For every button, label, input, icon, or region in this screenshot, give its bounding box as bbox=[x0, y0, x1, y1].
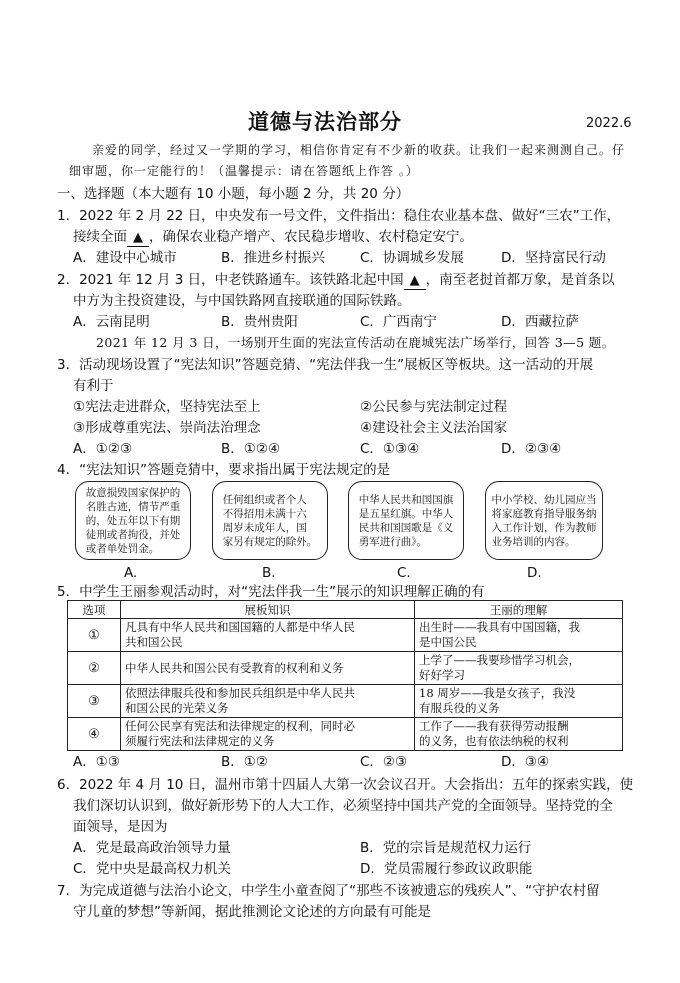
table-row bbox=[68, 718, 623, 751]
q2-stem-line-2: 中方为主投资建设，与中国铁路网直接联通的国际铁路。 bbox=[73, 293, 411, 309]
row-understanding-line-1: 工作了——我有获得劳动报酬 bbox=[419, 719, 569, 733]
q4-card-b bbox=[212, 481, 328, 560]
table-header-row bbox=[68, 601, 623, 619]
row-knowledge-line-2: 须履行宪法和法律规定的义务 bbox=[125, 734, 275, 748]
row-number: ① bbox=[68, 619, 121, 652]
row-understanding-line-2: 有服兵役的义务 bbox=[419, 701, 500, 715]
q3-option-d: D．②③④ bbox=[501, 441, 562, 457]
page-title: 道德与法治部分 bbox=[248, 110, 402, 134]
row-understanding bbox=[415, 685, 623, 718]
q1-stem-line-1: 1．2022 年 2 月 22 日，中央发布一号文件，文件指出：稳住农业基本盘、做好“三农”工作， bbox=[57, 208, 621, 224]
q4-stem: 4．“宪法知识”答题竞猜中，要求指出属于宪法规定的是 bbox=[57, 462, 391, 478]
q4-letter-c: C. bbox=[397, 565, 411, 581]
row-understanding-line-1: 18 周岁——我是女孩子，我没 bbox=[419, 686, 576, 700]
q2-option-b: B．贵州贵阳 bbox=[221, 314, 298, 330]
row-understanding bbox=[415, 652, 623, 685]
q6-stem-line-3: 面领导，是因为 bbox=[73, 819, 168, 835]
q3-option-c: C．①③④ bbox=[360, 441, 420, 457]
context-text: 2021 年 12 月 3 日，一场别开生面的宪法宣传活动在鹿城宪法广场举行，回答 3—5 题。 bbox=[96, 335, 615, 350]
q3-item-1: ①宪法走进群众，坚持宪法至上 bbox=[73, 399, 261, 415]
row-knowledge bbox=[121, 619, 415, 652]
row-knowledge bbox=[121, 652, 415, 685]
q4-card-a-text: 故意损毁国家保护的 名胜古迹，情节严重 的，处五年以下有期 徒刑或者拘役，并处 或者单处罚金。 bbox=[85, 486, 181, 555]
row-knowledge-line-2: 共和国公民 bbox=[125, 635, 183, 649]
q6-option-c: C．党中央是最高权力机关 bbox=[73, 861, 231, 877]
q5-option-c: C．②③ bbox=[360, 754, 408, 770]
q5-table bbox=[67, 600, 623, 751]
table-row bbox=[68, 619, 623, 652]
q2-option-d: D．西藏拉萨 bbox=[501, 314, 579, 330]
q6-stem-line-1: 6．2022 年 4 月 10 日，温州市第十四届人大第一次会议召开。大会指出：五年的探索实践，使 bbox=[57, 777, 634, 793]
row-knowledge bbox=[121, 718, 415, 751]
q4-card-b-text: 任何组织或者个人 不得招用未满十六 周岁未成年人，国 家另有规定的除外。 bbox=[222, 493, 318, 548]
table-header-understanding: 王丽的理解 bbox=[415, 601, 623, 619]
q2-option-c: C．广西南宁 bbox=[360, 314, 437, 330]
q6-option-a: A．党是最高政治领导力量 bbox=[73, 840, 231, 856]
q2-text-post: ，南至老挝首都万象，是首条以 bbox=[425, 272, 615, 288]
q5-stem: 5．中学生王丽参观活动时，对“宪法伴我一生”展示的知识理解正确的有 bbox=[57, 584, 485, 600]
row-understanding-line-1: 上学了——我要珍惜学习机会， bbox=[419, 653, 580, 667]
row-knowledge-line-1: 中华人民共和国公民有受教育的权利和义务 bbox=[125, 660, 344, 675]
q2-text-pre: 2．2021 年 12 月 3 日，中老铁路通车。该铁路北起中国 bbox=[57, 272, 404, 288]
row-number: ④ bbox=[68, 718, 121, 751]
row-understanding bbox=[415, 718, 623, 751]
table-header-knowledge: 展板知识 bbox=[121, 601, 415, 619]
q5-option-a: A．①③ bbox=[73, 754, 120, 770]
q6-option-d: D．党员需履行参政议政职能 bbox=[360, 861, 533, 877]
q5-option-d: D．③④ bbox=[501, 754, 550, 770]
row-understanding-line-2: 好好学习 bbox=[419, 668, 465, 682]
row-knowledge-line-2: 和国公民的光荣义务 bbox=[125, 701, 229, 715]
q4-card-a bbox=[75, 481, 191, 560]
row-knowledge-line-1: 任何公民享有宪法和法律规定的权利，同时必 bbox=[125, 719, 355, 733]
q4-card-d-text: 中小学校、幼儿园应当 将家庭教育指导服务纳 入工作计划，作为教师 业务培训的内容。 bbox=[491, 493, 597, 548]
q4-card-c-text: 中华人民共和国国旗 是五星红旗。中华人 民共和国国歌是《义 勇军进行曲》。 bbox=[358, 493, 454, 548]
row-number: ③ bbox=[68, 685, 121, 718]
row-knowledge-line-1: 依照法律服兵役和参加民兵组织是中华人民共 bbox=[125, 686, 355, 700]
table-row bbox=[68, 685, 623, 718]
q3-option-b: B．①②④ bbox=[221, 441, 281, 457]
section-heading: 一、选择题（本大题有 10 小题，每小题 2 分，共 20 分） bbox=[57, 186, 410, 202]
q3-item-3: ③形成尊重宪法、崇尚法治理念 bbox=[73, 420, 261, 436]
row-knowledge-line-1: 凡具有中华人民共和国国籍的人都是中华人民 bbox=[125, 620, 355, 634]
q4-card-d bbox=[485, 481, 603, 560]
q1-option-a: A．建设中心城市 bbox=[73, 250, 177, 266]
q1-text-post: ，确保农业稳产增产、农民稳步增收、农村稳定安宁。 bbox=[149, 229, 473, 245]
row-number: ② bbox=[68, 652, 121, 685]
q4-letter-d: D. bbox=[527, 565, 542, 581]
blank-marker: ▲ bbox=[404, 273, 426, 290]
q3-option-a: A．①②③ bbox=[73, 441, 133, 457]
row-understanding-line-2: 的义务，也有依法纳税的权利 bbox=[419, 734, 569, 748]
q2-stem-line-1 bbox=[57, 270, 615, 290]
q4-letter-b: B. bbox=[262, 565, 276, 581]
blank-marker: ▲ bbox=[127, 230, 149, 247]
q1-text-pre: 接续全面 bbox=[73, 229, 127, 245]
q1-stem-line-2 bbox=[73, 227, 473, 247]
q1-option-d: D．坚持富民行动 bbox=[501, 250, 606, 266]
row-understanding-line-2: 是中国公民 bbox=[419, 635, 477, 649]
table-row bbox=[68, 652, 623, 685]
q7-stem-line-1: 7．为完成道德与法治小论文，中学生小童查阅了“那些不该被遗忘的残疾人”、“守护农村留 bbox=[57, 883, 600, 899]
intro-line-2: 细审题，你一定能行的！（温馨提示：请在答题纸上作答 。） bbox=[69, 164, 419, 178]
q3-item-4: ④建设社会主义法治国家 bbox=[360, 420, 508, 436]
q1-option-c: C．协调城乡发展 bbox=[360, 250, 464, 266]
q6-option-b: B．党的宗旨是规范权力运行 bbox=[360, 840, 532, 856]
q3-stem-line-1: 3．活动现场设置了“宪法知识”答题竞猜、“宪法伴我一生”展板区等板块。这一活动的开展 bbox=[57, 357, 594, 373]
q1-option-b: B．推进乡村振兴 bbox=[221, 250, 325, 266]
q6-stem-line-2: 我们深切认识到，做好新形势下的人大工作，必须坚持中国共产党的全面领导。坚持党的全 bbox=[73, 798, 613, 814]
q7-stem-line-2: 守儿童的梦想”等新闻，据此推测论文论述的方向最有可能是 bbox=[73, 904, 431, 920]
row-knowledge bbox=[121, 685, 415, 718]
q4-card-c bbox=[348, 481, 464, 560]
table-header-option: 选项 bbox=[68, 601, 121, 619]
q3-stem-line-2: 有利于 bbox=[73, 378, 114, 394]
row-understanding bbox=[415, 619, 623, 652]
q5-option-b: B．①② bbox=[221, 754, 268, 770]
q2-option-a: A．云南昆明 bbox=[73, 314, 150, 330]
exam-date: 2022.6 bbox=[586, 116, 632, 131]
q3-item-2: ②公民参与宪法制定过程 bbox=[360, 399, 508, 415]
intro-line-1: 亲爱的同学，经过又一学期的学习，相信你肯定有不少新的收获。让我们一起来测测自己。仔 bbox=[92, 143, 626, 157]
row-understanding-line-1: 出生时——我具有中国国籍，我 bbox=[419, 620, 580, 634]
q4-letter-a: A. bbox=[124, 565, 138, 581]
